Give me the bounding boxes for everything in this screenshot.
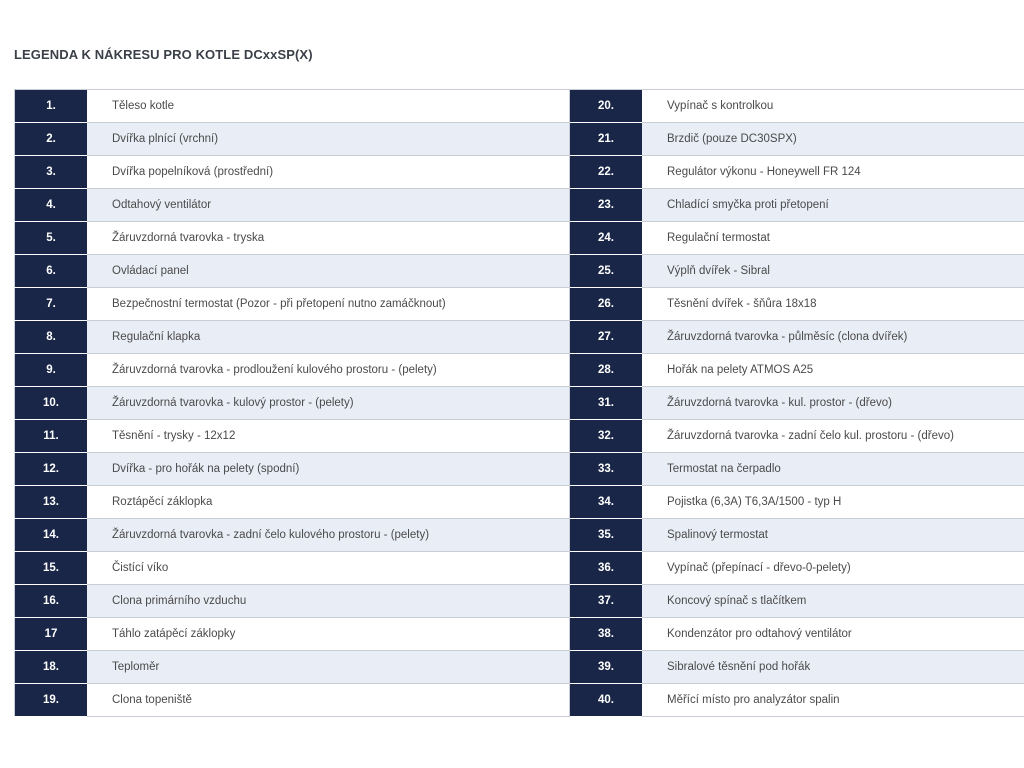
item-description: Spalinový termostat [642,519,1024,552]
item-description: Roztápěcí záklopka [87,486,570,519]
item-description: Těsnění dvířek - šňůra 18x18 [642,288,1024,321]
item-description: Žáruvzdorná tvarovka - kul. prostor - (dřevo) [642,387,1024,420]
item-number: 13. [15,486,88,519]
item-number: 22. [570,156,643,189]
item-description: Hořák na pelety ATMOS A25 [642,354,1024,387]
table-row [15,651,1024,684]
table-row [15,354,1024,387]
table-row [15,90,1024,123]
item-number: 23. [570,189,643,222]
table-row [15,123,1024,156]
item-description: Žáruvzdorná tvarovka - prodloužení kulového prostoru - (pelety) [87,354,570,387]
item-number: 37. [570,585,643,618]
item-description: Žáruvzdorná tvarovka - zadní čelo kulového prostoru - (pelety) [87,519,570,552]
item-number: 12. [15,453,88,486]
table-row [15,255,1024,288]
item-description: Clona primárního vzduchu [87,585,570,618]
item-description: Žáruvzdorná tvarovka - zadní čelo kul. prostoru - (dřevo) [642,420,1024,453]
item-number: 40. [570,684,643,717]
item-number: 18. [15,651,88,684]
table-row [15,156,1024,189]
item-description: Koncový spínač s tlačítkem [642,585,1024,618]
item-number: 16. [15,585,88,618]
table-row [15,585,1024,618]
item-number: 6. [15,255,88,288]
item-number: 31. [570,387,643,420]
item-number: 33. [570,453,643,486]
table-row [15,321,1024,354]
item-description: Bezpečnostní termostat (Pozor - při přetopení nutno zamáčknout) [87,288,570,321]
item-description: Chladící smyčka proti přetopení [642,189,1024,222]
item-number: 2. [15,123,88,156]
item-number: 38. [570,618,643,651]
item-number: 1. [15,90,88,123]
table-row [15,222,1024,255]
item-description: Termostat na čerpadlo [642,453,1024,486]
item-number: 25. [570,255,643,288]
item-number: 4. [15,189,88,222]
item-description: Odtahový ventilátor [87,189,570,222]
item-number: 21. [570,123,643,156]
table-row [15,453,1024,486]
item-number: 5. [15,222,88,255]
item-description: Teploměr [87,651,570,684]
item-number: 35. [570,519,643,552]
item-number: 14. [15,519,88,552]
table-row [15,189,1024,222]
item-description: Vypínač s kontrolkou [642,90,1024,123]
item-description: Žáruvzdorná tvarovka - kulový prostor - (pelety) [87,387,570,420]
item-description: Brzdič (pouze DC30SPX) [642,123,1024,156]
item-description: Těleso kotle [87,90,570,123]
item-number: 15. [15,552,88,585]
item-number: 19. [15,684,88,717]
item-number: 10. [15,387,88,420]
table-row [15,387,1024,420]
item-description: Sibralové těsnění pod hořák [642,651,1024,684]
item-description: Žáruvzdorná tvarovka - tryska [87,222,570,255]
item-description: Táhlo zatápěcí záklopky [87,618,570,651]
table-row [15,552,1024,585]
item-number: 11. [15,420,88,453]
item-number: 28. [570,354,643,387]
item-description: Pojistka (6,3A) T6,3A/1500 - typ H [642,486,1024,519]
item-description: Čistící víko [87,552,570,585]
item-number: 24. [570,222,643,255]
item-description: Clona topeniště [87,684,570,717]
item-description: Regulátor výkonu - Honeywell FR 124 [642,156,1024,189]
item-number: 27. [570,321,643,354]
item-description: Žáruvzdorná tvarovka - půlměsíc (clona dvířek) [642,321,1024,354]
item-description: Výplň dvířek - Sibral [642,255,1024,288]
item-description: Kondenzátor pro odtahový ventilátor [642,618,1024,651]
page-title: LEGENDA K NÁKRESU PRO KOTLE DCxxSP(X) [14,47,313,62]
item-number: 32. [570,420,643,453]
item-description: Dvířka plnící (vrchní) [87,123,570,156]
table-row [15,420,1024,453]
item-number: 36. [570,552,643,585]
item-description: Dvířka popelníková (prostřední) [87,156,570,189]
legend-table [14,89,1024,717]
item-number: 34. [570,486,643,519]
table-row [15,519,1024,552]
item-number: 7. [15,288,88,321]
item-description: Dvířka - pro hořák na pelety (spodní) [87,453,570,486]
item-number: 8. [15,321,88,354]
item-description: Regulační termostat [642,222,1024,255]
item-description: Vypínač (přepínací - dřevo-0-pelety) [642,552,1024,585]
item-number: 20. [570,90,643,123]
table-row [15,684,1024,717]
item-number: 26. [570,288,643,321]
item-number: 3. [15,156,88,189]
item-description: Těsnění - trysky - 12x12 [87,420,570,453]
legend-table-body [15,90,1024,717]
item-description: Regulační klapka [87,321,570,354]
table-row [15,618,1024,651]
table-row [15,288,1024,321]
item-number: 17 [15,618,88,651]
item-number: 39. [570,651,643,684]
item-description: Měřící místo pro analyzátor spalin [642,684,1024,717]
item-number: 9. [15,354,88,387]
item-description: Ovládací panel [87,255,570,288]
table-row [15,486,1024,519]
